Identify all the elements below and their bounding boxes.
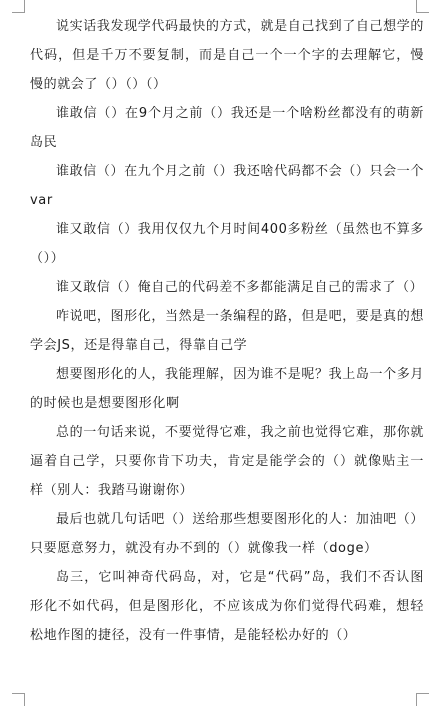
page-corner-mark-bottom-left [12, 693, 25, 706]
paragraph: 总的一句话来说，不要觉得它难，我之前也觉得它难，那你就逼着自己学，只要你肯下功夫，肯定是能学会的（）就像贴主一样（别人：我踏马谢谢你） [30, 425, 424, 498]
paragraph: 咋说吧，图形化，当然是一条编程的路，但是吧，要是真的想学会JS，还是得靠自己，得靠自己学 [30, 309, 424, 353]
page-corner-mark-bottom-right [416, 693, 429, 706]
paragraph: 谁又敢信（）我用仅仅九个月时间400多粉丝（虽然也不算多（）） [30, 222, 424, 266]
paragraph: 岛三，它叫神奇代码岛，对，它是“代码”岛，我们不否认图形化不如代码，但是图形化，不应该成为你们觉得代码难，想轻松地作图的捷径，没有一件事情，是能轻松办好的（） [30, 570, 424, 643]
paragraph: 说实话我发现学代码最快的方式，就是自己找到了自己想学的代码，但是千万不要复制，而是自己一个一个字的去理解它，慢慢的就会了（）（）（） [30, 19, 424, 92]
paragraph: 想要图形化的人，我能理解，因为谁不是呢？我上岛一个多月的时候也是想要图形化啊 [30, 367, 424, 411]
paragraph: 最后也就几句话吧（）送给那些想要图形化的人：加油吧（）只要愿意努力，就没有办不到的（）就像我一样（doge） [30, 512, 424, 556]
document-body [30, 12, 424, 650]
paragraph: 谁又敢信（）俺自己的代码差不多都能满足自己的需求了（） [56, 280, 424, 295]
page-corner-mark-top-left [12, 0, 25, 13]
paragraph: 谁敢信（）在9个月之前（）我还是一个啥粉丝都没有的萌新岛民 [30, 106, 424, 150]
paragraph: 谁敢信（）在九个月之前（）我还啥代码都不会（）只会一个var [30, 164, 424, 208]
